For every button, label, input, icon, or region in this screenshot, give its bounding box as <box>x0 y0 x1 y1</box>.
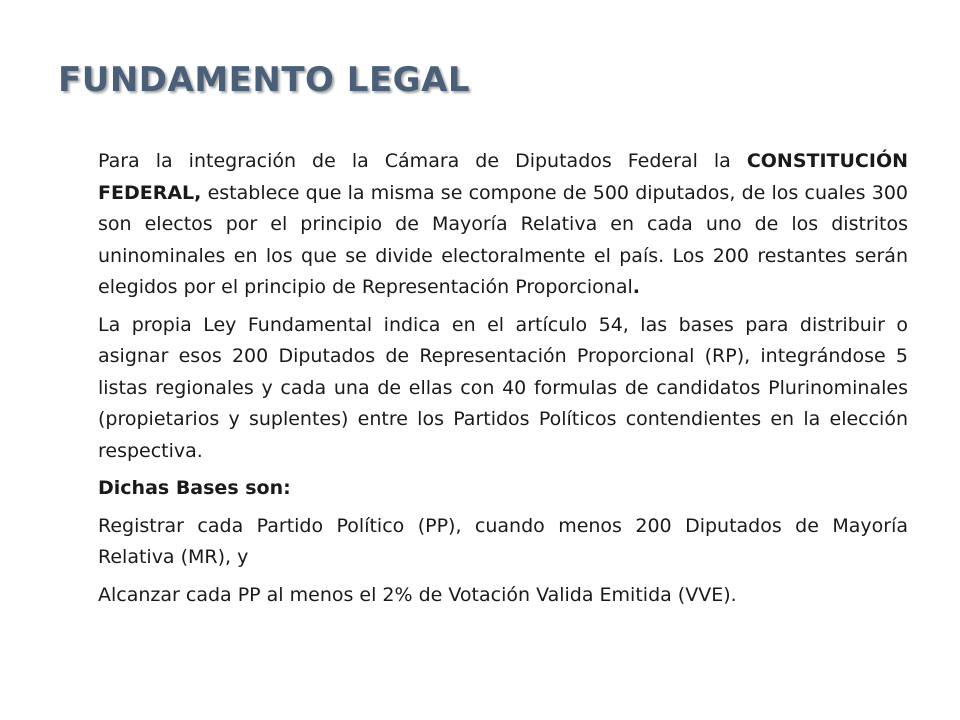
constitution-emphasis: CONSTITUCIÓN FEDERAL, <box>98 150 908 204</box>
paragraph-base-threshold: Alcanzar cada PP al menos el 2% de Votación Valida Emitida (VVE). <box>98 583 737 606</box>
bases-heading-text: Dichas Bases son: <box>98 477 291 499</box>
bases-heading <box>98 473 908 505</box>
paragraph-base-registration: Registrar cada Partido Político (PP), cuando menos 200 Diputados de Mayoría Relativa (MR), y <box>98 514 908 568</box>
paragraph-composition-period: . <box>632 276 640 298</box>
slide-body <box>98 146 908 617</box>
paragraph-composition-intro: Para la integración de la Cámara de Diputados Federal la <box>98 150 747 172</box>
paragraph-composition-body: establece que la misma se compone de 500 diputados, de los cuales 300 son electos por el principio de Mayoría Relativa en cada uno de los distritos uninominales en los que se divide electoralmente el país. Los 200 restantes serán elegidos por el principio de Representación Proporcional <box>98 181 908 298</box>
slide-title: FUNDAMENTO LEGAL <box>58 60 471 100</box>
paragraph-article-54: La propia Ley Fundamental indica en el artículo 54, las bases para distribuir o asignar esos 200 Diputados de Representación Proporcional (RP), integrándose 5 listas regionales y cada una de ellas con 40 formulas de candidatos Plurinominales (propietarios y suplentes) entre los Partidos Políticos contendientes en la elección respectiva. <box>98 313 908 462</box>
paragraph-composition <box>98 146 908 304</box>
